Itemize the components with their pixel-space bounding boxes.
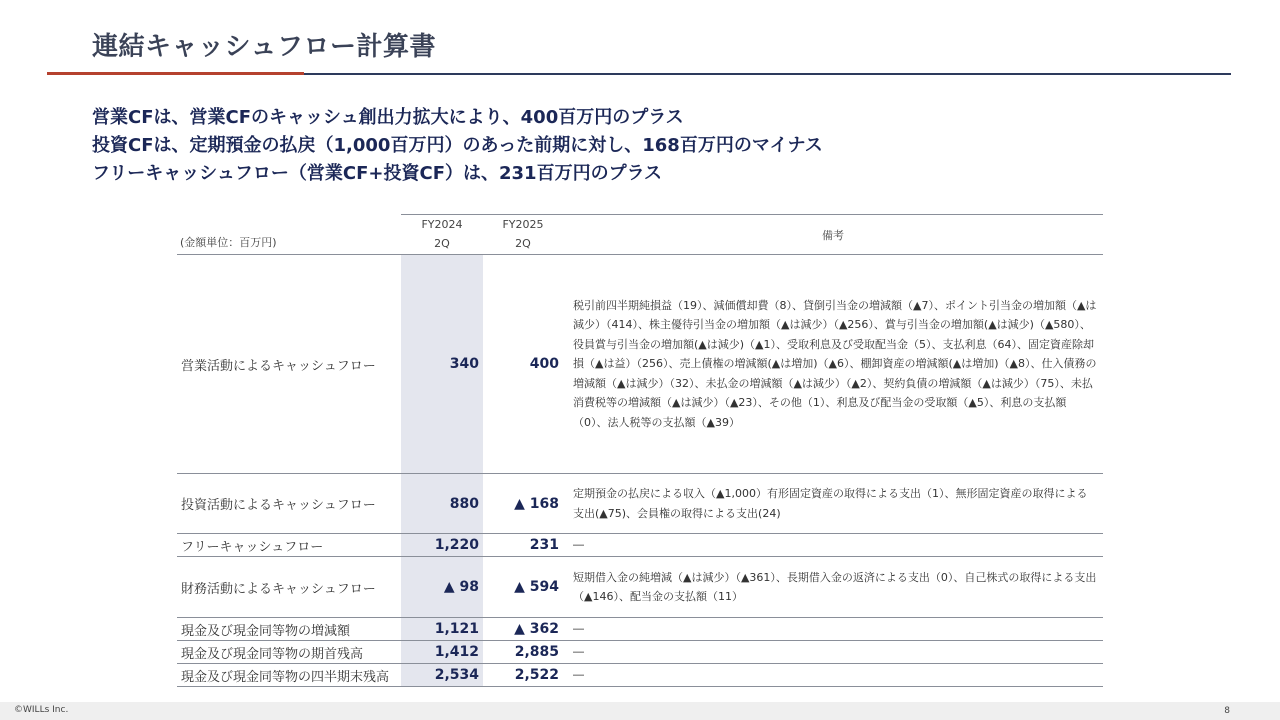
value-fy2025: ▲ 594 [483, 557, 563, 618]
summary-block [92, 104, 823, 188]
value-fy2025: ▲ 168 [483, 474, 563, 534]
page-title: 連結キャッシュフロー計算書 [92, 32, 436, 62]
column-header-fy2024-quarter: 2Q [434, 237, 450, 250]
value-fy2024: ▲ 98 [401, 557, 483, 618]
value-fy2024: 1,121 [401, 618, 483, 641]
summary-line-operating: 営業CFは、営業CFのキャッシュ創出力拡大により、400百万円のプラス [92, 107, 684, 128]
row-note: 税引前四半期純損益（19）、減価償却費（8）、貸倒引当金の増減額（▲7）、ポイント引当金の増加額（▲は減少）（414）、株主優待引当金の増加額（▲は減少）（▲256）、賞与引当金の増加額(▲は減少)（▲580）、役員賞与引当金の増加額(▲は減少)（▲1）、受取利息及び受取配当金（5）、支払利息（64）、固定資産除却損（▲は益）（256）、売上債権の増減額(▲は増加)（▲6）、棚卸資産の増減額(▲は増加)（▲8）、仕入債務の増減額（▲は減少）（32）、未払金の増減額（▲は減少）（▲2）、契約負債の増減額（▲は減少）（75）、未払消費税等の増減額（▲は減少）（▲23）、その他（1）、利息及び配当金の受取額（▲5）、利息の支払額（0）、法人税等の支払額（▲39） [563, 255, 1103, 474]
row-note: 定期預金の払戻による収入（▲1,000）有形固定資産の取得による支出（1）、無形固定資産の取得による支出(▲75)、会員権の取得による支出(24) [563, 474, 1103, 534]
row-label: 現金及び現金同等物の増減額 [177, 618, 401, 641]
column-header-fy2025 [483, 215, 563, 255]
table-row-cash-beginning [177, 641, 1103, 664]
table-row-cash-change [177, 618, 1103, 641]
column-header-fy2024 [401, 215, 483, 255]
value-fy2025: ▲ 362 [483, 618, 563, 641]
footer-bar [0, 702, 1280, 720]
row-note: ― [563, 534, 1103, 557]
value-fy2025: 2,522 [483, 664, 563, 687]
value-fy2024: 880 [401, 474, 483, 534]
value-fy2024: 1,412 [401, 641, 483, 664]
row-note: ― [563, 618, 1103, 641]
title-underline [304, 73, 1231, 75]
value-fy2024: 1,220 [401, 534, 483, 557]
summary-line-free-cf: フリーキャッシュフロー（営業CF+投資CF）は、231百万円のプラス [92, 163, 663, 184]
value-fy2025: 231 [483, 534, 563, 557]
table-header-row [177, 215, 1103, 255]
table-row-financing-cf [177, 557, 1103, 618]
value-fy2024: 2,534 [401, 664, 483, 687]
page-number: 8 [1224, 706, 1230, 716]
column-header-fy2025-year: FY2025 [502, 218, 544, 231]
row-label: 財務活動によるキャッシュフロー [177, 557, 401, 618]
copyright: ©WILLs Inc. [14, 705, 69, 715]
row-note: ― [563, 664, 1103, 687]
row-note: ― [563, 641, 1103, 664]
row-label: 現金及び現金同等物の期首残高 [177, 641, 401, 664]
value-fy2025: 400 [483, 255, 563, 474]
row-note: 短期借入金の純増減（▲は減少）（▲361）、長期借入金の返済による支出（0）、自己株式の取得による支出（▲146）、配当金の支払額（11） [563, 557, 1103, 618]
row-label: 営業活動によるキャッシュフロー [177, 255, 401, 474]
table-row-investing-cf [177, 474, 1103, 534]
unit-label: (金額単位：百万円) [177, 215, 401, 255]
column-header-fy2025-quarter: 2Q [515, 237, 531, 250]
table-row-operating-cf [177, 255, 1103, 474]
column-header-fy2024-year: FY2024 [421, 218, 463, 231]
value-fy2024: 340 [401, 255, 483, 474]
title-underline-accent [47, 72, 304, 75]
cash-flow-table [177, 214, 1103, 687]
row-label: 現金及び現金同等物の四半期末残高 [177, 664, 401, 687]
table-row-free-cf [177, 534, 1103, 557]
value-fy2025: 2,885 [483, 641, 563, 664]
row-label: フリーキャッシュフロー [177, 534, 401, 557]
summary-line-investing: 投資CFは、定期預金の払戻（1,000百万円）のあった前期に対し、168百万円のマイナス [92, 135, 823, 156]
row-label: 投資活動によるキャッシュフロー [177, 474, 401, 534]
column-header-note: 備考 [563, 215, 1103, 255]
table-row-cash-ending [177, 664, 1103, 687]
